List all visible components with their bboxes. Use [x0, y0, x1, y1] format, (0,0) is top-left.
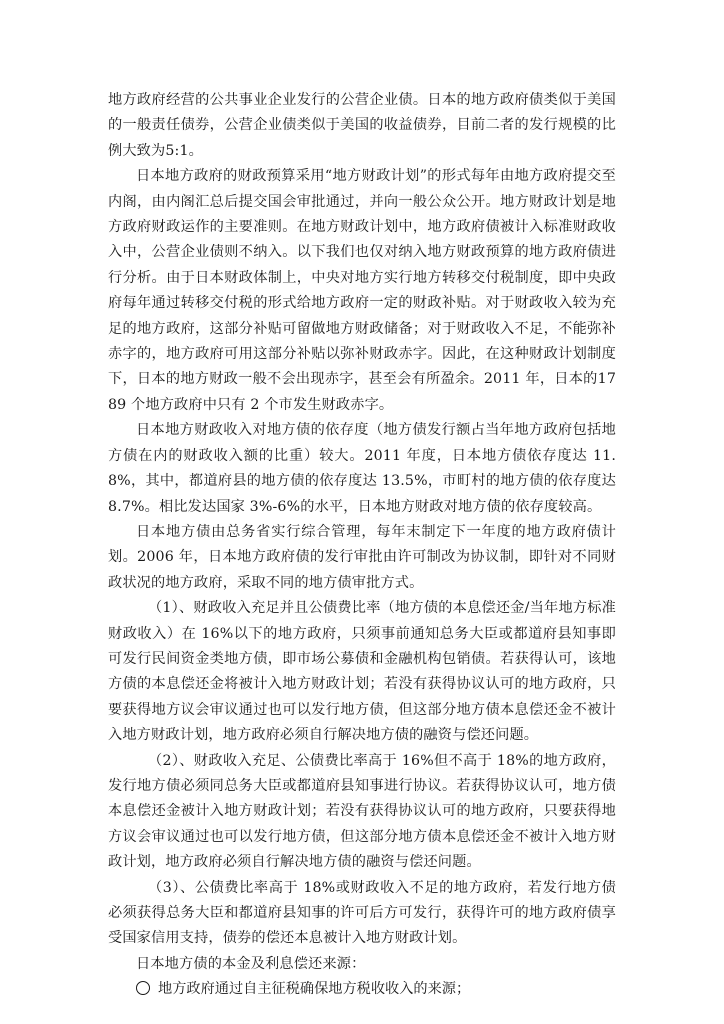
paragraph-item-1: （1）、财政收入充足并且公债费比率（地方债的本息偿还金/当年地方标准财政收入）在 16%以下的地方政府，只须事前通知总务大臣或都道府县知事即可发行民间资金类地方债，即市场公募债和金融机构包销债。若获得认可，该地方债的本息偿还金将被计入地方财政计划；若没有获得协议认可的地方政府，只要获得地方议会审议通过也可以发行地方债，但这部分地方债本息偿还金不被计入地方财政计划，地方政府必须自行解决地方债的融资与偿还问题。: [108, 600, 616, 744]
hollow-circle-bullet-icon: [136, 981, 150, 995]
paragraph-item-2: （2）、财政收入充足、公债费比率高于 16%但不高于 18%的地方政府，发行地方债必须同总务大臣或都道府县知事进行协议。若获得协议认可，地方债本息偿还金被计入地方财政计划；若没有获得协议认可的地方政府，只要获得地方议会审议通过也可以发行地方债，但这部分地方债本息偿还金不被计入地方财政计划，地方政府必须自行解决地方债的融资与偿还问题。: [108, 752, 616, 871]
paragraph-bond-management: 日本地方债由总务省实行综合管理，每年末制定下一年度的地方政府债计划。2006 年，日本地方政府债的发行审批由许可制改为协议制，即针对不同财政状况的地方政府，采取不同的地方债审批方式。: [108, 523, 616, 591]
paragraph-repayment-sources: 日本地方债的本金及利息偿还来源：: [136, 955, 366, 972]
document-page: [108, 88, 616, 1003]
paragraph-local-finance-plan: 日本地方政府的财政预算采用“地方财政计划”的形式每年由地方政府提交至内阁，由内阁汇总后提交国会审批通过，并向一般公众公开。地方财政计划是地方政府财政运作的主要准则。在地方财政计划中，地方政府债被计入标准财政收入中，公营企业债则不纳入。以下我们也仅对纳入地方财政预算的地方政府债进行分析。由于日本财政体制上，中央对地方实行地方转移交付税制度，即中央政府每年通过转移交付税的形式给地方政府一定的财政补贴。对于财政收入较为充足的地方政府，这部分补贴可留做地方财政储备；对于财政收入不足，不能弥补赤字的，地方政府可用这部分补贴以弥补财政赤字。因此，在这种财政计划制度下，日本的地方财政一般不会出现赤字，甚至会有所盈余。2011 年，日本的1789 个地方政府中只有 2 个市发生财政赤字。: [108, 168, 616, 413]
paragraph-bond-dependency: 日本地方财政收入对地方债的依存度（地方债发行额占当年地方政府包括地方债在内的财政收入额的比重）较大。2011 年度，日本地方债依存度达 11.8%，其中，都道府县的地方债的依存度达 13.5%，市町村的地方债的依存度达 8.7%。相比发达国家 3%-6%的水平，日本地方财政对地方债的依存度较高。: [108, 422, 616, 515]
bullet-item-text: 地方政府通过自主征税确保地方税收收入的来源；: [158, 981, 471, 998]
paragraph-item-3: （3）、公债费比率高于 18%或财政收入不足的地方政府，若发行地方债必须获得总务大臣和都道府县知事的许可后方可发行，获得许可的地方政府债享受国家信用支持，债券的偿还本息被计入地方财政计划。: [108, 879, 616, 947]
bullet-item: [108, 977, 616, 1002]
paragraph-public-enterprise-bonds: 地方政府经营的公共事业企业发行的公营企业债。日本的地方政府债类似于美国的一般责任债券，公营企业债类似于美国的收益债券，目前二者的发行规模的比例大致为5:1。: [108, 92, 616, 159]
